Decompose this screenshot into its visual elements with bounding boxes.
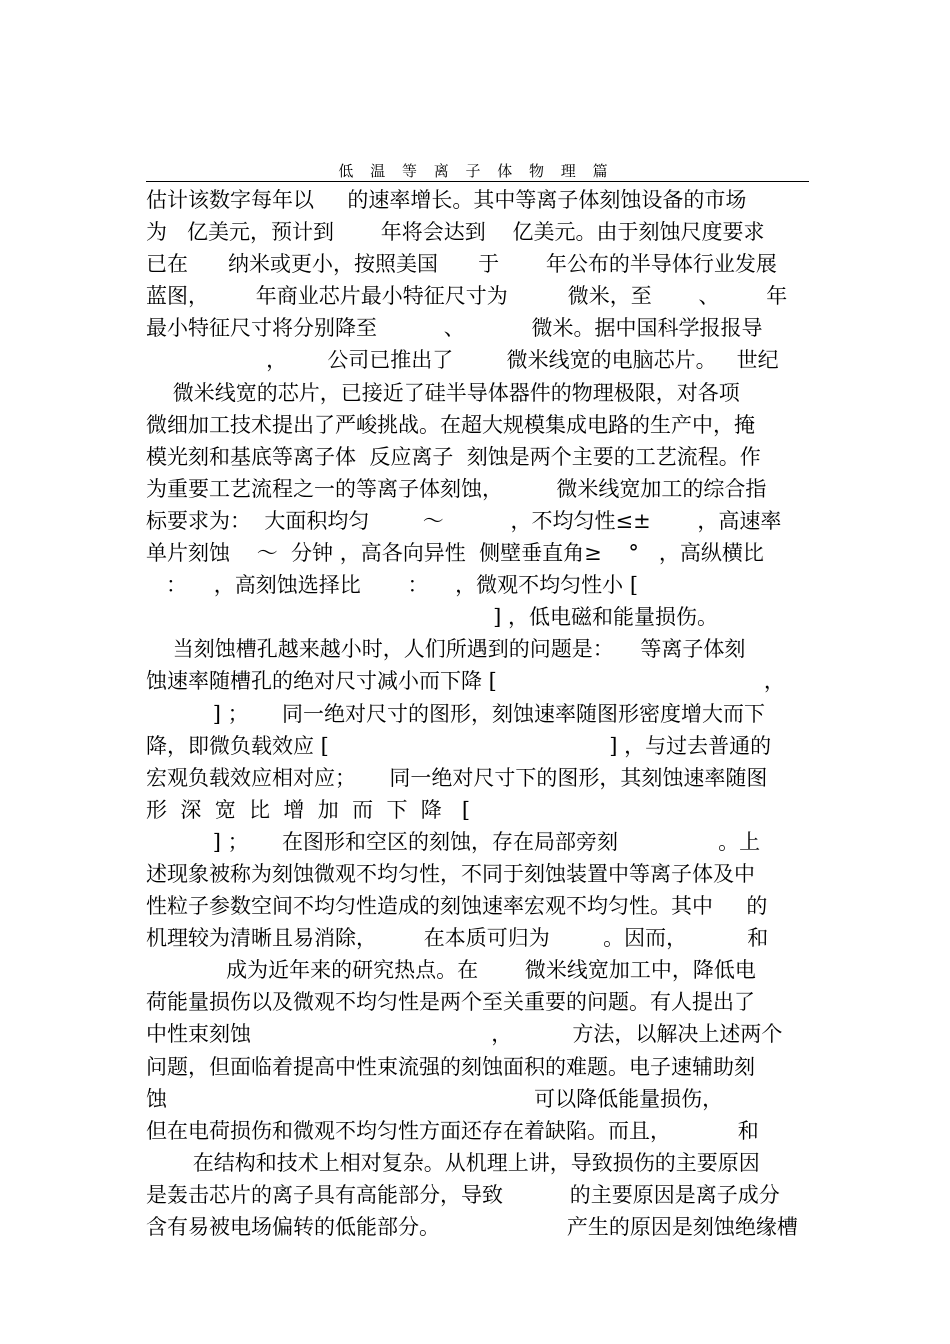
- text-line: 已在 纳米或更小，按照美国 于 年公布的半导体行业发展: [146, 252, 777, 277]
- text-line: 微细加工技术提出了严峻挑战。在超大规模集成电路的生产中，掩: [146, 412, 755, 437]
- text-line: 问题，但面临着提高中性束流强的刻蚀面积的难题。电子速辅助刻: [146, 1054, 755, 1079]
- text-line: 为重要工艺流程之一的等离子体刻蚀， 微米线宽加工的综合指: [146, 476, 767, 501]
- text-line: ， 公司已推出了 微米线宽的电脑芯片。 世纪: [146, 348, 779, 373]
- text-line: 中性束刻蚀 ， 方法，以解决上述两个: [146, 1022, 783, 1047]
- text-line: 宏观负载效应相对应； 同一绝对尺寸下的图形，其刻蚀速率随图: [146, 765, 768, 790]
- text-line: 单片刻蚀 ～ 分钟 ，高各向异性 侧壁垂直角≥ ° ，高纵横比: [146, 541, 764, 566]
- body-text: [146, 184, 816, 1243]
- text-line: 但在电荷损伤和微观不均匀性方面还存在着缺陷。而且， 和: [146, 1118, 759, 1143]
- running-header-title: 低 温 等 离 子 体 物 理 篇: [338, 162, 614, 180]
- text-line: 估计该数字每年以 的速率增长。其中等离子体刻蚀设备的市场: [146, 188, 747, 212]
- text-line: 蚀速率随槽孔的绝对尺寸减小而下降 [ ，: [146, 669, 785, 694]
- text-line: 降，即微负载效应 [ ] ，与过去普通的: [146, 733, 772, 758]
- text-line: 述现象被称为刻蚀微观不均匀性，不同于刻蚀装置中等离子体及中: [146, 861, 755, 886]
- text-line: 蚀 可以降低能量损伤，: [146, 1086, 724, 1111]
- text-line: 机理较为清晰且易消除， 在本质可归为 。因而， 和: [146, 926, 769, 951]
- text-line: 是轰击芯片的离子具有高能部分，导致 的主要原因是离子成分: [146, 1182, 780, 1207]
- text-line: 微米线宽的芯片，已接近了硅半导体器件的物理极限，对各项: [146, 380, 740, 405]
- text-line: 标要求为： 大面积均匀 ～ ，不均匀性≤± ，高速率: [146, 508, 782, 533]
- text-line: ： ，高刻蚀选择比 ： ，微观不均匀性小 [: [146, 573, 639, 598]
- text-line: ] ，低电磁和能量损伤。: [146, 605, 718, 630]
- text-line: ] ； 同一绝对尺寸的图形，刻蚀速率随图形密度增大而下: [146, 701, 765, 726]
- header-divider: [146, 181, 809, 182]
- text-line: 为 亿美元，预计到 年将会达到 亿美元。由于刻蚀尺度要求: [146, 220, 765, 245]
- text-line: 最小特征尺寸将分别降至 、 微米。据中国科学报报导: [146, 316, 763, 341]
- text-line: 蓝图， 年商业芯片最小特征尺寸为 微米，至 、 年: [146, 284, 788, 309]
- text-line: 成为近年来的研究热点。在 微米线宽加工中，降低电: [146, 958, 756, 983]
- text-line: 模光刻和基底等离子体 反应离子 刻蚀是两个主要的工艺流程。作: [146, 444, 761, 469]
- text-line: 荷能量损伤以及微观不均匀性是两个至关重要的问题。有人提出了: [146, 990, 755, 1015]
- text-line: 含有易被电场偏转的低能部分。 产生的原因是刻蚀绝缘槽: [146, 1215, 798, 1239]
- text-line: 当刻蚀槽孔越来越小时，人们所遇到的问题是： 等离子体刻: [146, 637, 746, 662]
- text-line: 形 深 宽 比 增 加 而 下 降 [: [146, 797, 471, 822]
- text-line: 性粒子参数空间不均匀性造成的刻蚀速率宏观不均匀性。其中 的: [146, 894, 768, 919]
- text-line: 在结构和技术上相对复杂。从机理上讲，导致损伤的主要原因: [146, 1150, 760, 1175]
- text-line: ] ； 在图形和空区的刻蚀，存在局部旁刻 。上: [146, 829, 761, 854]
